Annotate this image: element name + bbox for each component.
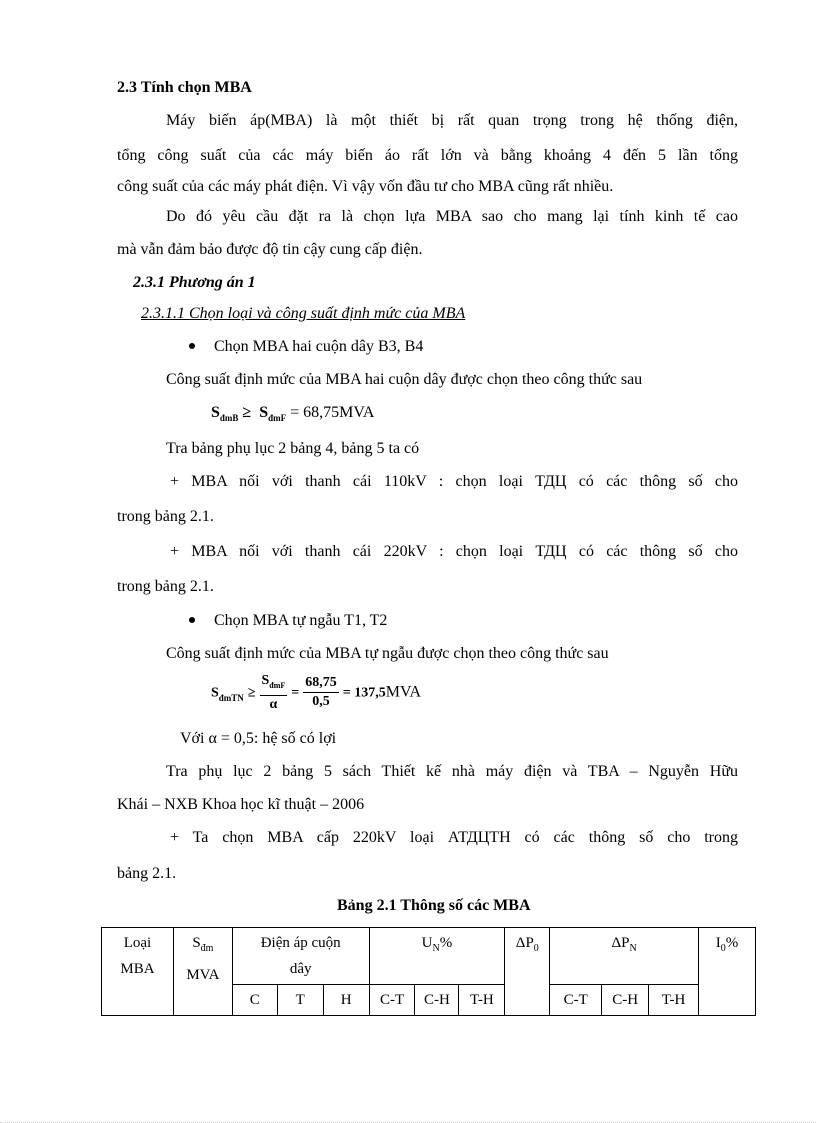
mba-220-line2: trong bảng 2.1. (117, 578, 214, 595)
para1-line2: tổng công suất của các máy biến áo rất lớn và bằng khoảng 4 đến 5 lần tổng (117, 147, 738, 164)
header-loai: Loại MBA (102, 928, 174, 1016)
formula-2: $S_{đmTN}$ ≥ $\frac{S_{đmF}}{\alpha}$ = $\frac{68,75}{0,5}$ = 137,5MVA (211, 673, 422, 712)
para2-line1: Do đó yêu cầu đặt ra là chọn lựa MBA sao cho mang lại tính kinh tế cao (166, 208, 738, 225)
header-dp0: $\Delta P_0$ (505, 928, 550, 1016)
sub-ct-2: C-T (550, 985, 602, 1016)
bullet-dot (189, 617, 195, 623)
choose-220-line2: bảng 2.1. (117, 865, 177, 882)
bullet-item-2: Chọn MBA tự ngẫu T1, T2 (214, 612, 388, 629)
mba-220-line1: + MBA nối với thanh cái 220kV : chọn loại ТДЦ có các thông số cho (170, 543, 738, 560)
sub-ch-2: C-H (602, 985, 649, 1016)
lookup-note-2-line2: Khái – NXB Khoa học kĩ thuật – 2006 (117, 796, 365, 813)
para1-line3: công suất của các máy phát điện. Vì vậy vốn đầu tư cho MBA cũng rất nhiều. (117, 178, 614, 195)
sub-c: C (232, 985, 277, 1016)
header-i0: $I_0\%$ (699, 928, 756, 1016)
para1-line1: Máy biến áp(MBA) là một thiết bị rất quan trọng trong hệ thống điện, (166, 112, 738, 129)
bullet-item-1: Chọn MBA hai cuộn dây B3, B4 (214, 338, 424, 355)
formula2-intro: Công suất định mức của MBA tự ngẫu được chọn theo công thức sau (166, 645, 609, 662)
sub-h: H (323, 985, 369, 1016)
table-caption: Bảng 2.1 Thông số các MBA (337, 897, 531, 914)
subsection-title: 2.3.1 Phương án 1 (133, 274, 256, 291)
formula-1: $S_{đmB} \ge S_{đmF} = 68,75MVA$ (211, 404, 375, 424)
header-dpn: $\Delta P_N$ (550, 928, 699, 985)
sub-th: T-H (459, 985, 505, 1016)
lookup-note-1: Tra bảng phụ lục 2 bảng 4, bảng 5 ta có (166, 440, 420, 457)
choose-220-line1: + Ta chọn MBA cấp 220kV loại АТДЦТН có các thông số cho trong (170, 829, 738, 846)
header-voltage: Điện áp cuộn dây (232, 928, 369, 985)
mba-110-line1: + MBA nối với thanh cái 110kV : chọn loại ТДЦ có các thông số cho (170, 473, 738, 490)
bullet-dot (189, 343, 195, 349)
subsubsection-title: 2.3.1.1 Chọn loại và công suất định mức của MBA (141, 305, 466, 322)
sub-ch: C-H (415, 985, 459, 1016)
formula1-intro: Công suất định mức của MBA hai cuộn dây được chọn theo công thức sau (166, 371, 643, 388)
section-heading: 2.3 Tính chọn MBA (117, 79, 252, 96)
para2-line2: mà vẫn đảm bảo được độ tin cậy cung cấp điện. (117, 241, 423, 258)
lookup-note-2-line1: Tra phụ lục 2 bảng 5 sách Thiết kế nhà máy điện và TBA – Nguyễn Hữu (166, 763, 738, 780)
sub-th-2: T-H (649, 985, 699, 1016)
spec-table (101, 927, 756, 1016)
mba-110-line2: trong bảng 2.1. (117, 508, 214, 525)
sub-ct: C-T (369, 985, 415, 1016)
alpha-note: Với α = 0,5: hệ số có lợi (180, 730, 337, 747)
header-sdm: $S_{đm}$ MVA (173, 928, 232, 1016)
sub-t: T (277, 985, 323, 1016)
header-un: $U_N\%$ (369, 928, 505, 985)
